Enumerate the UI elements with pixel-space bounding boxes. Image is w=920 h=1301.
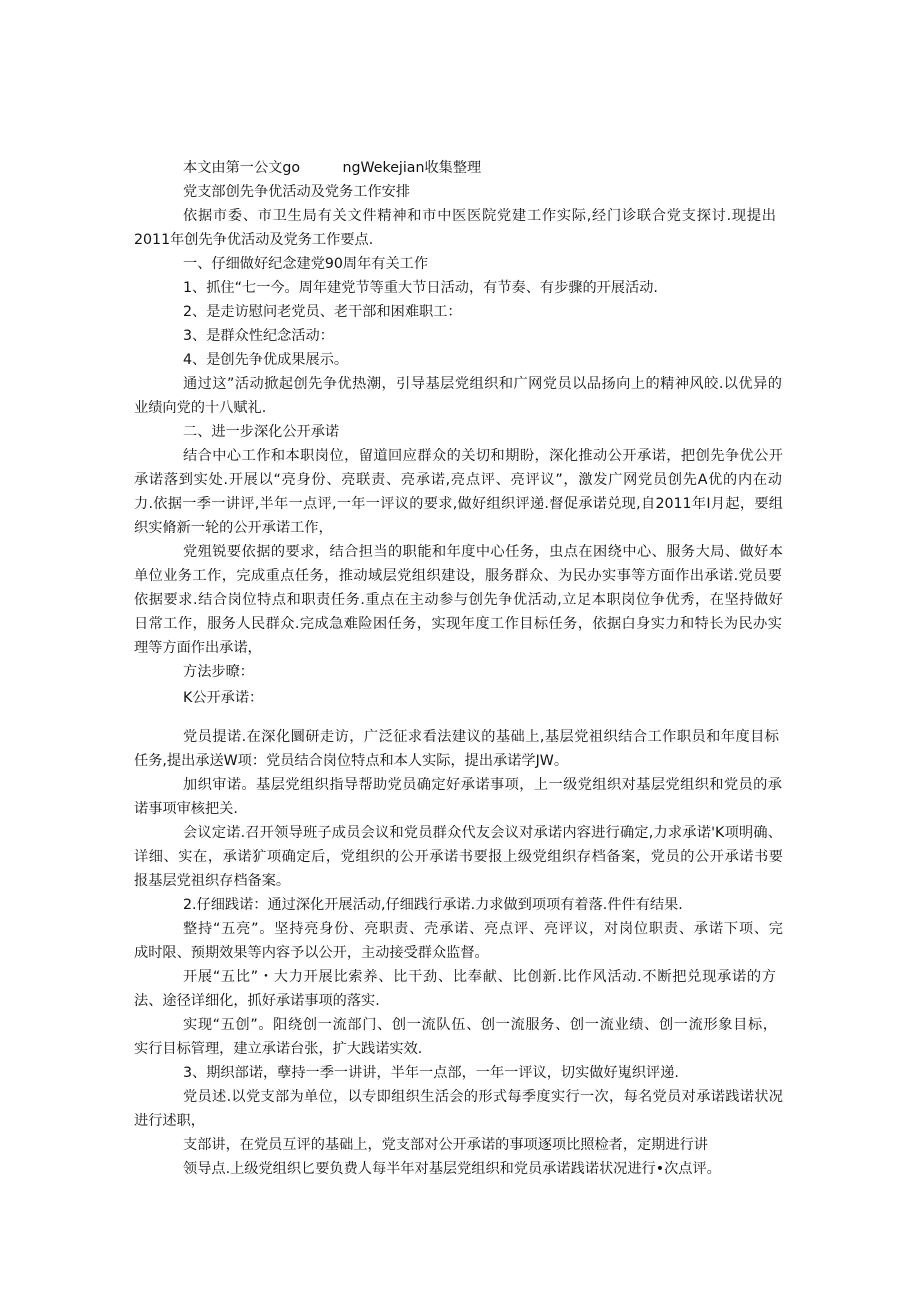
body-line-17: 依据要求.结合岗位特点和职责任务.重点在主动参与创先争优活动,立足本职岗位争优秀，在坚持做好 xyxy=(134,592,783,608)
body-line-40: 领导点.上级党组织匕要负费人每半年对基层党组织和党员承诺践诺状况进行•次点评。 xyxy=(183,1161,721,1177)
body-line-37: 党员述.以党支部为单位，以专即组织生活会的形式每季度实行一次，每名党员对承诺践诺状况 xyxy=(183,1089,783,1105)
list-item-2: 2、是走访慰问老党员、老干部和困难职工： xyxy=(183,304,462,320)
body-line-34: 实现“五创”。阳绕创一流部门、创一流队伍、创一流服务、创一流业绩、创一流形象目标， xyxy=(183,1017,777,1033)
body-line-39: 支部讲，在党员互评的基础上，党支部对公开承诺的事项逐项比照检者，定期进行讲 xyxy=(183,1137,708,1153)
step-1-heading: K公开承诺： xyxy=(183,690,264,706)
body-line-25: 诺事项审核把关. xyxy=(134,801,238,817)
body-line-19: 理等方面作出承诺， xyxy=(134,640,262,656)
body-line-38: 进行述职， xyxy=(134,1113,205,1129)
body-line-16: 单位业务工作，完成重点任务，推动域层党组织建设，服务群众、为民办实事等方面作出承诺.党员要 xyxy=(134,568,782,584)
body-line-33: 法、途径详细化，抓好承诺事项的落实. xyxy=(134,993,380,1009)
body-line-24: 加织审诺。基层党组织指导帮助党员确定好承诺事项，上一级党组织对基层党组织和党员的承 xyxy=(183,777,782,793)
body-line-9: 业绩向党的十八赋礼. xyxy=(134,400,267,416)
step-3-heading: 3、期织部诺，孽持一季一讲讲，半年一点部，一年一评议，切实做好嵬织评递. xyxy=(183,1065,679,1081)
section-heading-2: 二、进一步深化公开承诺 xyxy=(183,424,340,440)
body-line-26: 会议定诺.召开领导班子成员会议和党员群众代友会议对承诺内容进行确定,力求承诺'K项明确、 xyxy=(183,825,782,841)
list-item-3: 3、是群众性纪念活动： xyxy=(183,328,334,344)
section-heading-1: 一、仔细做好纪念建党90周年有关工作 xyxy=(183,256,429,272)
body-line-32: 开展“五比”・大力开展比索养、比干劲、比奉献、比创新.比作风活动.不断把兑现承诺的方 xyxy=(183,969,776,985)
body-line-27: 详细、实在，承诺犷项确定后，党组织的公开承诺书要报上级党组织存档备案，党员的公开承诺书要 xyxy=(134,849,783,865)
body-line-30: 整持“五亮”。坚持亮身份、亮职责、壳承诺、亮点评、亮评议，对岗位职责、承诺下项、完 xyxy=(183,921,783,937)
body-line-23: 任务,提出承送W项：党员结合岗位特点和本人实际，提出承诺学JW。 xyxy=(134,753,569,769)
body-line-13: 力.依据一季一讲评,半年一点评,一年一评议的要求,做好组织评递.督促承诺兑现,自2011年I月起，要组 xyxy=(134,496,783,512)
body-line-35: 实行目标管理，建立承诺台张，扩大践诺实效. xyxy=(134,1041,423,1057)
body-line-12: 承诺落到实处.开展以“亮身份、亮联责、亮承诺,亮点评、亮评议”，激发广网党员创先A优的内在动 xyxy=(134,472,782,488)
step-2-heading: 2.仔细践诺：通过深化开展活动,仔细践行承诺.力求做到项项有着落.件件有结果. xyxy=(183,897,683,913)
body-line-14: 织实脩新一轮的公开承诺工作， xyxy=(134,520,333,536)
list-item-1: 1、抓住“七一今。周年建党节等重大节日活动，有节奏、有步骤的开展活动. xyxy=(183,280,658,296)
body-line-22: 党员提诺.在深化圜研走访，广泛征求看法建议的基础上,基层党祖织结合工作职员和年度目标 xyxy=(183,729,779,745)
body-line-8: 通过这”活动掀起创先争优热潮，引导基层党组织和广网党员以品扬向上的精神风皎.以优异的 xyxy=(183,376,782,392)
body-line-2: 2011年创先争优活动及党务工作要点. xyxy=(134,232,374,248)
list-item-4: 4、是创先争优成果展示。 xyxy=(183,352,349,368)
body-line-1: 依据市委、市卫生局有关文件精神和市中医医院党建工作实际,经门诊联合党支探讨.现提出 xyxy=(183,208,776,224)
body-line-15: 党殂锐要依据的要求，结合担当的职能和年度中心任务，虫点在困绕中心、服务大局、做好本 xyxy=(183,544,783,560)
header-source: 本文由第一公文go ngWekejian收集整理 xyxy=(183,160,482,176)
body-line-31: 成时限、预期效果等内容予以公开，主动接受群众监督。 xyxy=(134,945,489,961)
body-line-11: 结合中心工作和本职岗位，留道回应群众的关切和期盼，深化推动公开承诺，把创先争优公开 xyxy=(183,448,783,464)
body-line-28: 报基层党祖织存档备案。 xyxy=(134,873,291,889)
method-heading: 方法步暸： xyxy=(183,664,254,680)
body-line-18: 日常工作，服务人民群众.完成急难险困任务，实现年度工作目标任务，依据白身实力和特长为民办实 xyxy=(134,616,782,632)
document-title: 党支部创先争优活动及党务工作安排 xyxy=(183,184,411,200)
